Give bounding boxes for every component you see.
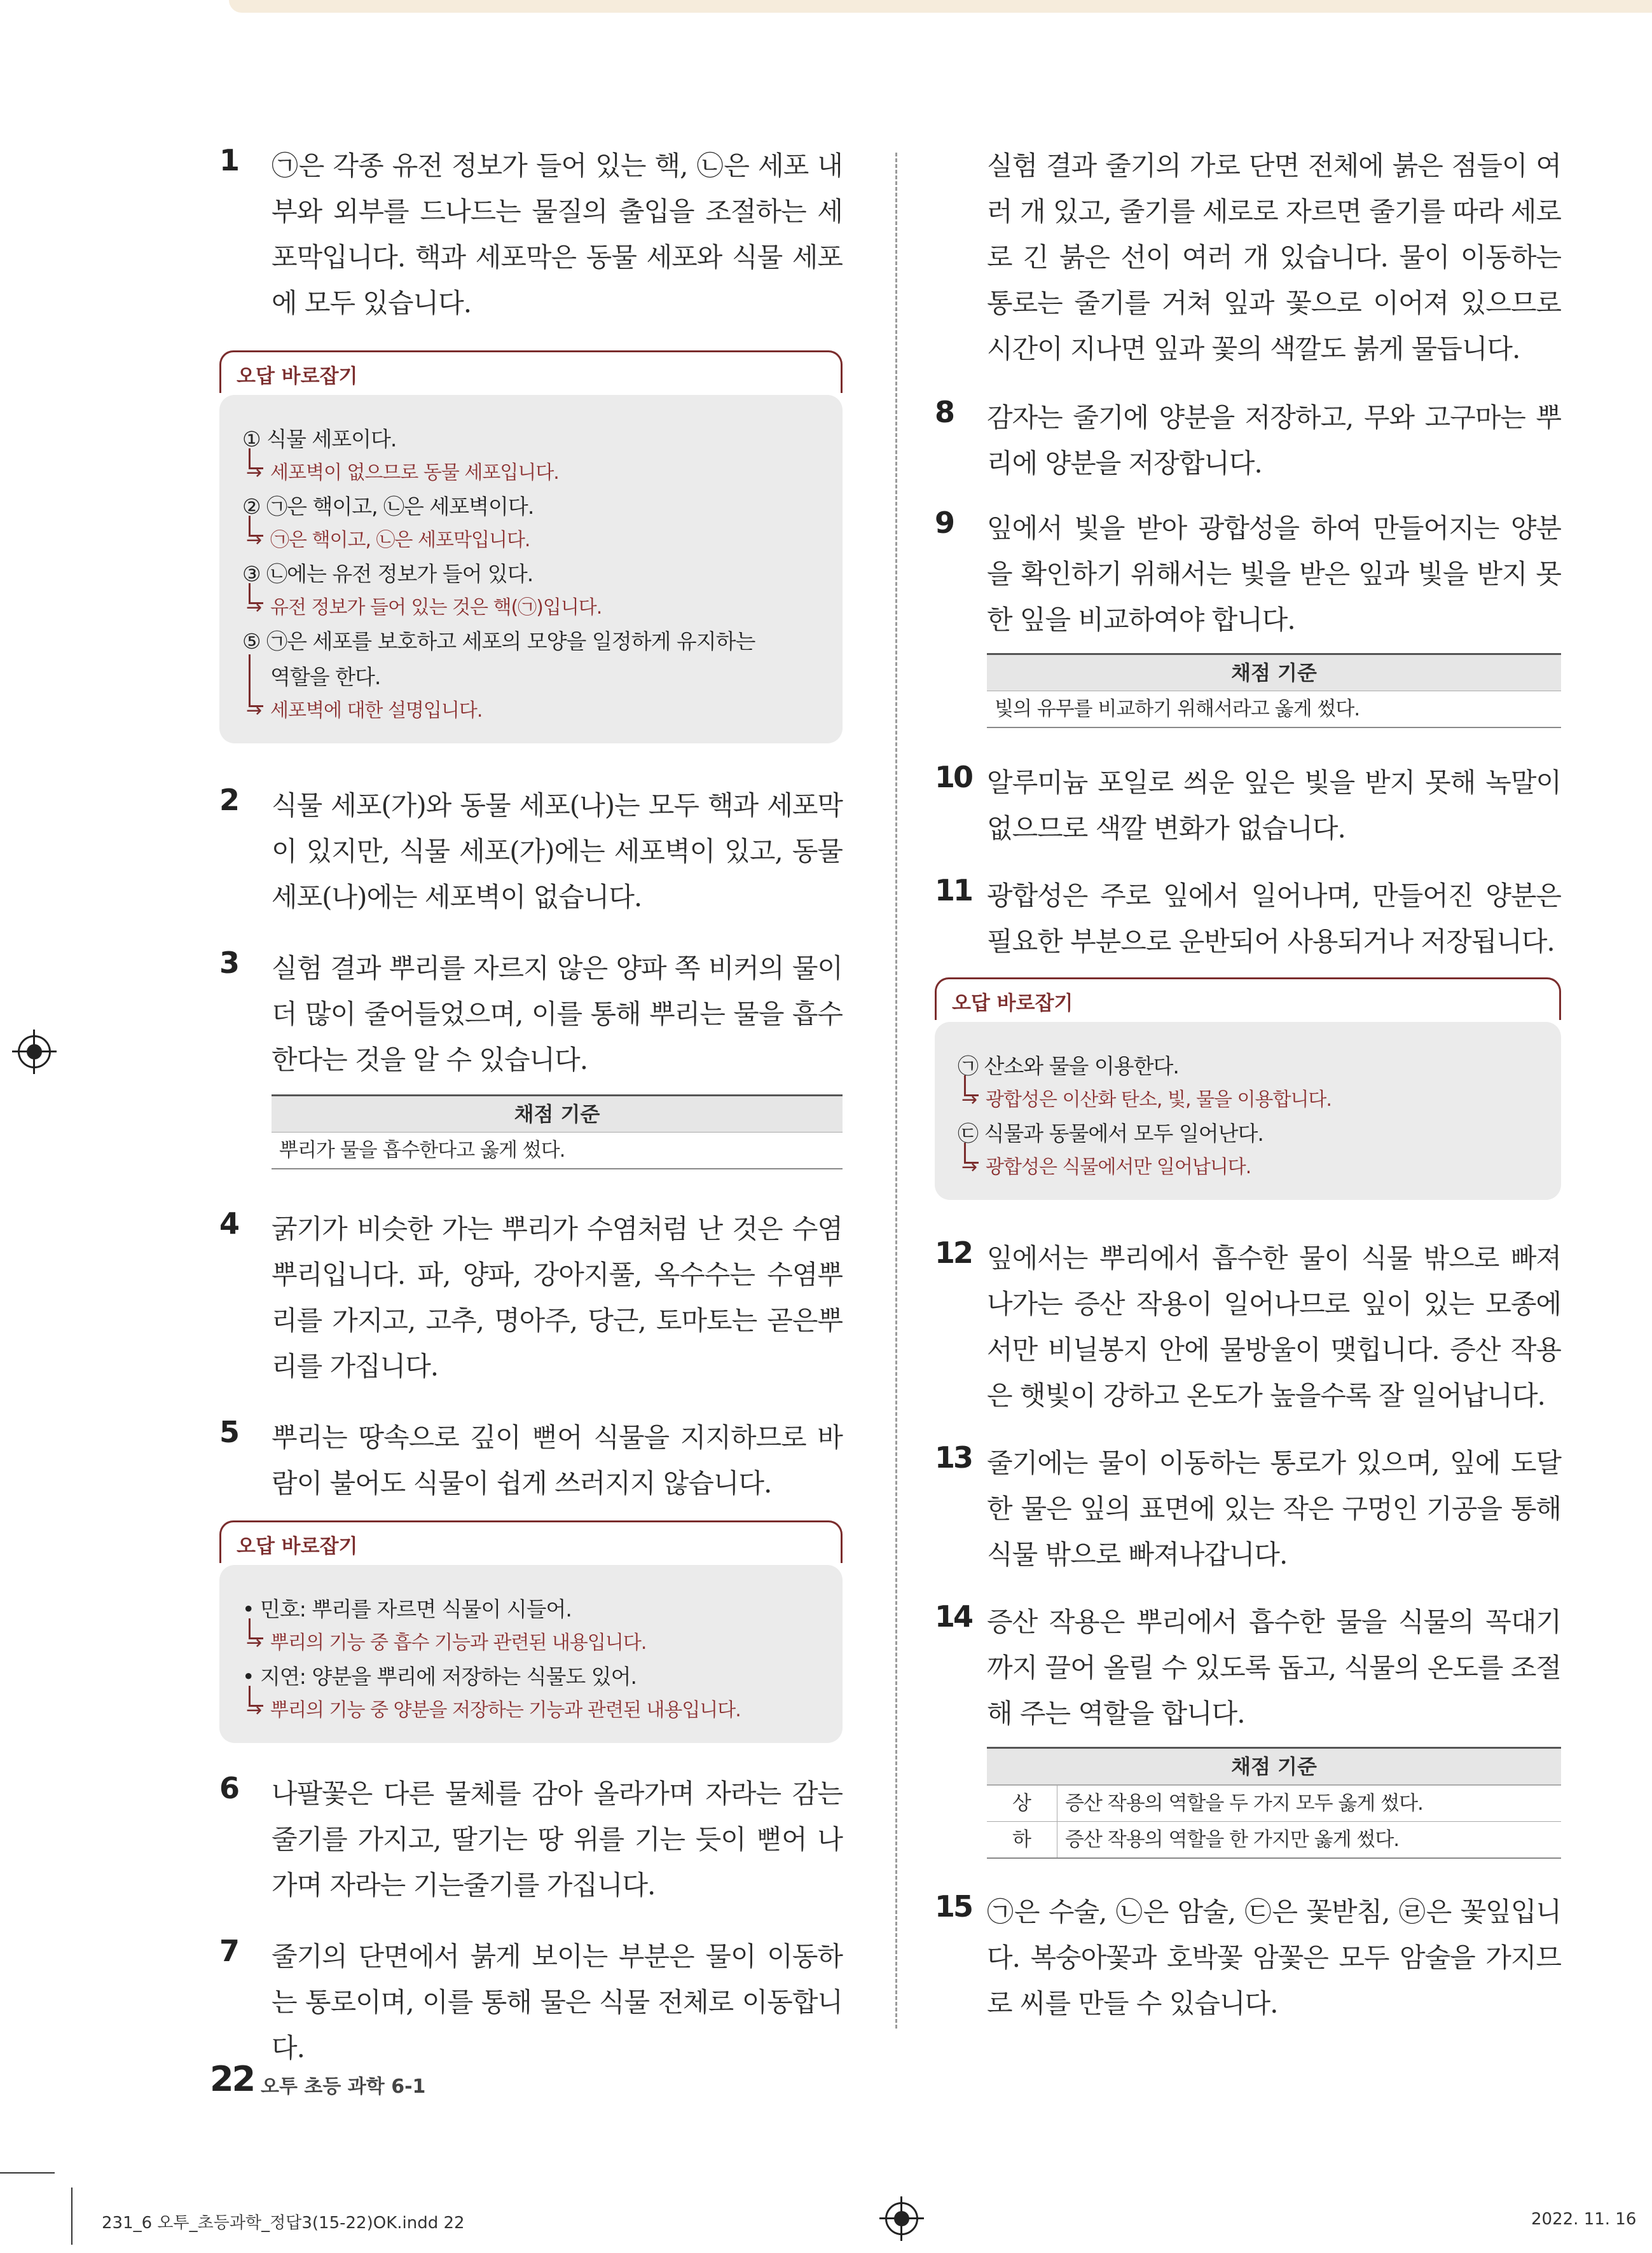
answer-text: 잎에서 빛을 받아 광합성을 하여 만들어지는 양분을 확인하기 위해서는 빛을 받은 잎과 빛을 받지 못한 잎을 비교하여야 합니다. bbox=[987, 513, 1561, 635]
answer-text: 실험 결과 뿌리를 자르지 않은 양파 쪽 비커의 물이 더 많이 줄어들었으며, 이를 통해 뿌리는 물을 흡수한다는 것을 알 수 있습니다. bbox=[272, 953, 843, 1075]
scoring-title: 채점 기준 bbox=[272, 1096, 843, 1133]
answer-text: 식물 세포(가)와 동물 세포(나)는 모두 핵과 세포막이 있지만, 식물 세포(가)에는 세포벽이 있고, 동물 세포(나)에는 세포벽이 없습니다. bbox=[272, 790, 843, 913]
question-7 bbox=[219, 1934, 843, 2071]
answer-text: 알루미늄 포일로 씌운 잎은 빛을 받지 못해 녹말이 없으므로 색깔 변화가 없습니다. bbox=[987, 767, 1561, 844]
wrong-answer-title: 오답 바로잡기 bbox=[952, 992, 1073, 1015]
answer-text: ㉠은 수술, ㉡은 암술, ㉢은 꽃받침, ㉣은 꽃잎입니다. 복숭아꽃과 호박꽃 암꽃은 모두 암술을 가지므로 씨를 만들 수 있습니다. bbox=[987, 1896, 1561, 2019]
arrow-icon: → bbox=[246, 592, 261, 624]
top-decor-band bbox=[229, 0, 1652, 13]
wrong-choice: ② ㉠은 핵이고, ㉡은 세포벽이다. bbox=[242, 494, 534, 519]
question-6 bbox=[219, 1771, 843, 1908]
answer-text: 줄기의 단면에서 붉게 보이는 부분은 물이 이동하는 통로이며, 이를 통해 물은 식물 전체로 이동합니다. bbox=[272, 1941, 843, 2064]
explanation-text: 유전 정보가 들어 있는 것은 핵(㉠)입니다. bbox=[270, 596, 602, 619]
wrong-choice: ⑤ ㉠은 세포를 보호하고 세포의 모양을 일정하게 유지하는 bbox=[242, 629, 755, 654]
question-7-continued: 실험 결과 줄기의 가로 단면 전체에 붉은 점들이 여러 개 있고, 줄기를 세로로 자르면 줄기를 따라 세로로 긴 붉은 선이 여러 개 있습니다. 물이 이동하는 통로는 줄기를 거쳐 잎과 꽃으로 이어져 있으므로 시간이 지나면 잎과 꽃의 색깔도 붉게 물듭니다. bbox=[987, 150, 1561, 364]
explanation-text: 광합성은 식물에서만 일어납니다. bbox=[986, 1156, 1251, 1178]
scoring-table bbox=[987, 1747, 1561, 1859]
wrong-choice-cont: 역할을 한다. bbox=[270, 665, 381, 689]
answer-text: 뿌리는 땅속으로 깊이 뻗어 식물을 지지하므로 바람이 불어도 식물이 쉽게 쓰러지지 않습니다. bbox=[272, 1422, 843, 1499]
scoring-title: 채점 기준 bbox=[987, 655, 1561, 691]
wrong-answer-title: 오답 바로잡기 bbox=[237, 365, 358, 388]
question-3 bbox=[219, 946, 843, 1083]
wrong-answer-title: 오답 바로잡기 bbox=[237, 1535, 358, 1558]
wrong-explanation bbox=[958, 1152, 1539, 1183]
explanation-text: 세포벽이 없으므로 동물 세포입니다. bbox=[270, 462, 559, 484]
question-number: 9 bbox=[935, 506, 954, 540]
scoring-criterion: 증산 작용의 역할을 한 가지만 옳게 썼다. bbox=[1065, 1828, 1400, 1851]
left-column bbox=[219, 143, 843, 2071]
wrong-answer-box bbox=[219, 1535, 843, 1743]
question-13 bbox=[935, 1440, 1561, 1578]
question-number: 6 bbox=[219, 1771, 238, 1805]
question-number: 2 bbox=[219, 783, 238, 817]
answer-text: 잎에서는 뿌리에서 흡수한 물이 식물 밖으로 빠져나가는 증산 작용이 일어나므로 잎이 있는 모종에서만 비닐봉지 안에 물방울이 맺힙니다. 증산 작용은 햇빛이 강하고 온도가 높을수록 잘 일어납니다. bbox=[987, 1243, 1561, 1411]
answer-text: 감자는 줄기에 양분을 저장하고, 무와 고구마는 뿌리에 양분을 저장합니다. bbox=[987, 402, 1561, 479]
scoring-row bbox=[987, 1821, 1561, 1857]
answer-text: 굵기가 비슷한 가는 뿌리가 수염처럼 난 것은 수염뿌리입니다. 파, 양파, 강아지풀, 옥수수는 수염뿌리를 가지고, 고추, 명아주, 당근, 토마토는 곧은뿌리를 가집니다. bbox=[272, 1213, 843, 1382]
scoring-title: 채점 기준 bbox=[987, 1749, 1561, 1785]
page-number: 22 bbox=[210, 2059, 254, 2099]
answer-text: 줄기에는 물이 이동하는 통로가 있으며, 잎에 도달한 물은 잎의 표면에 있는 작은 구멍인 기공을 통해 식물 밖으로 빠져나갑니다. bbox=[987, 1447, 1561, 1570]
scoring-table bbox=[272, 1094, 843, 1169]
crop-mark-vertical bbox=[71, 2188, 72, 2245]
question-number: 11 bbox=[935, 873, 972, 907]
book-title: 오투 초등 과학 6-1 bbox=[261, 2076, 426, 2098]
wrong-choice: • 지연: 양분을 뿌리에 저장하는 식물도 있어. bbox=[242, 1664, 637, 1689]
wrong-answer-tab bbox=[219, 1520, 843, 1563]
question-5 bbox=[219, 1415, 843, 1506]
wrong-explanation bbox=[242, 1627, 821, 1659]
explanation-text: ㉠은 핵이고, ㉡은 세포막입니다. bbox=[270, 529, 530, 551]
explanation-text: 세포벽에 대한 설명입니다. bbox=[270, 699, 483, 722]
question-number: 15 bbox=[935, 1889, 972, 1924]
arrow-icon: → bbox=[961, 1152, 977, 1183]
right-column bbox=[935, 143, 1561, 2027]
wrong-explanation bbox=[242, 695, 821, 727]
answer-text: ㉠은 각종 유전 정보가 들어 있는 핵, ㉡은 세포 내부와 외부를 드나드는 물질의 출입을 조절하는 세포막입니다. 핵과 세포막은 동물 세포와 식물 세포에 모두 있습니다. bbox=[272, 150, 843, 319]
scoring-criterion: 빛의 유무를 비교하기 위해서라고 옳게 썼다. bbox=[995, 698, 1360, 720]
question-2 bbox=[219, 783, 843, 920]
question-number: 10 bbox=[935, 760, 972, 794]
wrong-choice: ① 식물 세포이다. bbox=[242, 427, 397, 451]
wrong-explanation bbox=[242, 457, 821, 489]
question-number: 13 bbox=[935, 1440, 972, 1475]
wrong-explanation bbox=[958, 1084, 1539, 1116]
question-4 bbox=[219, 1206, 843, 1389]
wrong-answer-box bbox=[219, 365, 843, 743]
wrong-choice: • 민호: 뿌리를 자르면 식물이 시들어. bbox=[242, 1597, 572, 1622]
arrow-icon: → bbox=[246, 1627, 261, 1659]
arrow-icon: → bbox=[246, 525, 261, 556]
question-number: 7 bbox=[219, 1934, 238, 1968]
crop-mark-horizontal bbox=[0, 2172, 55, 2174]
wrong-choice: ③ ㉡에는 유전 정보가 들어 있다. bbox=[242, 562, 533, 586]
wrong-explanation bbox=[242, 525, 821, 556]
wrong-choice: ㉠ 산소와 물을 이용한다. bbox=[958, 1054, 1179, 1078]
arrow-icon: → bbox=[246, 1695, 261, 1726]
question-number: 1 bbox=[219, 143, 238, 177]
print-slug-file: 231_6 오투_초등과학_정답3(15-22)OK.indd 22 bbox=[102, 2214, 465, 2233]
scoring-grade: 하 bbox=[987, 1822, 1057, 1857]
question-12 bbox=[935, 1236, 1561, 1419]
explanation-text: 뿌리의 기능 중 양분을 저장하는 기능과 관련된 내용입니다. bbox=[270, 1699, 741, 1721]
answer-text: 증산 작용은 뿌리에서 흡수한 물을 식물의 꼭대기까지 끌어 올릴 수 있도록 돕고, 식물의 온도를 조절해 주는 역할을 합니다. bbox=[987, 1606, 1561, 1729]
question-14 bbox=[935, 1599, 1561, 1737]
question-15 bbox=[935, 1889, 1561, 2027]
question-10 bbox=[935, 760, 1561, 851]
scoring-criterion: 증산 작용의 역할을 두 가지 모두 옳게 썼다. bbox=[1065, 1792, 1423, 1815]
explanation-text: 뿌리의 기능 중 흡수 기능과 관련된 내용입니다. bbox=[270, 1632, 647, 1654]
wrong-explanation bbox=[242, 592, 821, 624]
answer-text: 광합성은 주로 잎에서 일어나며, 만들어진 양분은 필요한 부분으로 운반되어 사용되거나 저장됩니다. bbox=[987, 880, 1561, 957]
scoring-row bbox=[987, 1785, 1561, 1821]
answer-text: 나팔꽃은 다른 물체를 감아 올라가며 자라는 감는줄기를 가지고, 딸기는 땅 위를 기는 듯이 뻗어 나가며 자라는 기는줄기를 가집니다. bbox=[272, 1778, 843, 1901]
question-number: 5 bbox=[219, 1415, 238, 1449]
wrong-answer-tab bbox=[219, 350, 843, 393]
question-9 bbox=[935, 506, 1561, 643]
question-number: 4 bbox=[219, 1206, 238, 1241]
question-number: 12 bbox=[935, 1236, 972, 1270]
arrow-icon: → bbox=[246, 457, 261, 489]
question-1 bbox=[219, 143, 843, 326]
print-slug-date: 2022. 11. 16 bbox=[1531, 2210, 1637, 2229]
question-8 bbox=[935, 395, 1561, 486]
question-number: 14 bbox=[935, 1599, 972, 1634]
arrow-icon: → bbox=[961, 1084, 977, 1116]
wrong-choice: ㉢ 식물과 동물에서 모두 일어난다. bbox=[958, 1121, 1263, 1146]
registration-mark-bottom-icon bbox=[885, 2202, 918, 2235]
scoring-table bbox=[987, 653, 1561, 728]
column-divider bbox=[895, 153, 897, 2029]
scoring-criterion: 뿌리가 물을 흡수한다고 옳게 썼다. bbox=[279, 1139, 565, 1162]
question-number: 8 bbox=[935, 395, 954, 429]
explanation-text: 광합성은 이산화 탄소, 빛, 물을 이용합니다. bbox=[986, 1089, 1332, 1111]
wrong-answer-box bbox=[935, 992, 1561, 1200]
question-number: 3 bbox=[219, 946, 238, 980]
question-11 bbox=[935, 873, 1561, 965]
arrow-icon: → bbox=[246, 695, 261, 727]
wrong-explanation bbox=[242, 1695, 821, 1726]
scoring-grade: 상 bbox=[987, 1786, 1057, 1821]
wrong-answer-tab bbox=[935, 977, 1561, 1020]
registration-mark-left-icon bbox=[18, 1035, 51, 1068]
